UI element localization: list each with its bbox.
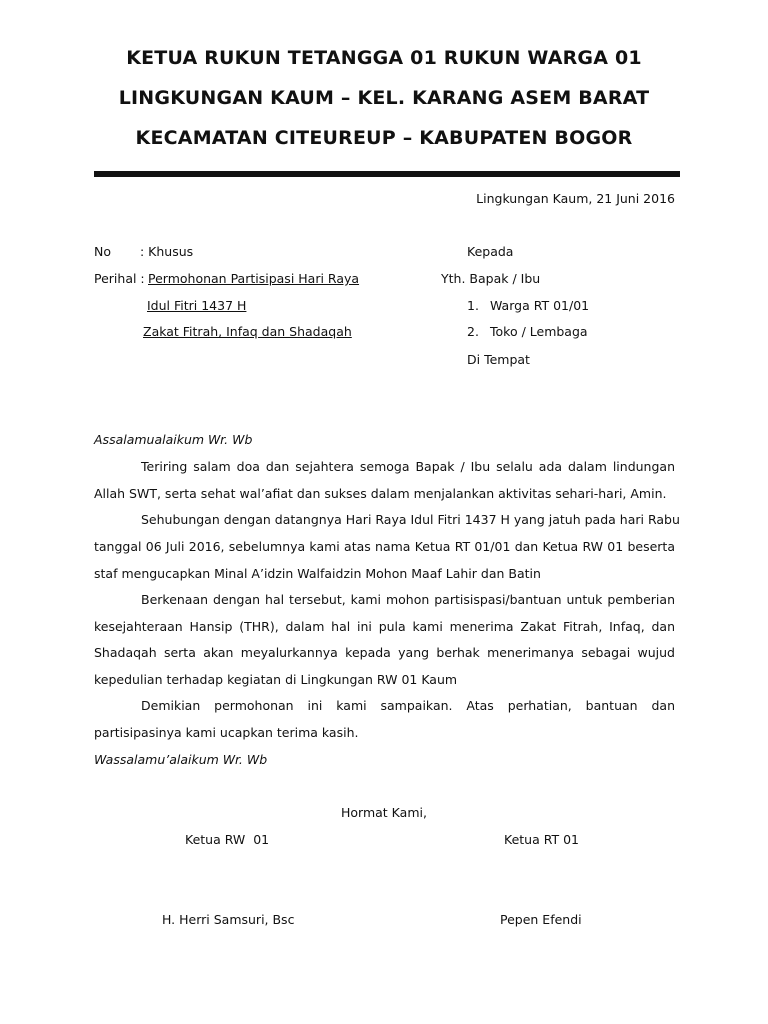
letterhead-line-3: KECAMATAN CITEUREUP – KABUPATEN BOGOR — [135, 127, 633, 149]
recipient-item-1-number: 1. — [467, 298, 479, 313]
recipient-item-2: Toko / Lembaga — [490, 324, 588, 339]
recipient-di-tempat: Di Tempat — [467, 352, 530, 367]
paragraph-2-line-1: Sehubungan dengan datangnya Hari Raya Idul Fitri 1437 H yang jatuh pada hari Rabu — [141, 512, 680, 527]
signature-rw-name: H. Herri Samsuri, Bsc — [162, 912, 295, 927]
perihal-label: Perihal : — [94, 271, 145, 286]
paragraph-3-line-1: Berkenaan dengan hal tersebut, kami mohon partisispasi/bantuan untuk pemberian — [141, 592, 675, 607]
signature-rw-title: Ketua RW 01 — [185, 832, 270, 847]
perihal-line-3: Zakat Fitrah, Infaq dan Shadaqah — [143, 324, 352, 339]
letterhead-line-1: KETUA RUKUN TETANGGA 01 RUKUN WARGA 01 — [126, 47, 642, 69]
perihal-line-2: Idul Fitri 1437 H — [147, 298, 247, 313]
paragraph-3-line-2: kesejahteraan Hansip (THR), dalam hal ini pula kami menerima Zakat Fitrah, Infaq, dan — [94, 619, 675, 634]
paragraph-4-line-2: partisipasinya kami ucapkan terima kasih. — [94, 725, 359, 740]
letterhead-divider — [94, 171, 680, 177]
paragraph-4-line-1: Demikian permohonan ini kami sampaikan. Atas perhatian, bantuan dan — [141, 698, 675, 713]
signature-rt-title: Ketua RT 01 — [504, 832, 580, 847]
greeting-closing: Wassalamu’alaikum Wr. Wb — [94, 752, 268, 767]
recipient-yth: Yth. Bapak / Ibu — [441, 271, 541, 286]
paragraph-1-line-2: Allah SWT, serta sehat wal’afiat dan sukses dalam menjalankan aktivitas sehari-hari, Amin. — [94, 486, 667, 501]
signature-hormat-kami: Hormat Kami, — [341, 805, 427, 820]
paragraph-1-line-1: Teriring salam doa dan sejahtera semoga Bapak / Ibu selalu ada dalam lindungan — [141, 459, 675, 474]
perihal-line-1: Permohonan Partisipasi Hari Raya — [148, 271, 360, 286]
paragraph-3-line-3: Shadaqah serta akan meyalurkannya kepada yang berhak menerimanya sebagai wujud — [94, 645, 675, 660]
greeting-opening: Assalamualaikum Wr. Wb — [94, 432, 253, 447]
paragraph-3-line-4: kepedulian terhadap kegiatan di Lingkungan RW 01 Kaum — [94, 672, 458, 687]
letterhead-line-2: LINGKUNGAN KAUM – KEL. KARANG ASEM BARAT — [118, 87, 650, 109]
signature-rt-name: Pepen Efendi — [500, 912, 582, 927]
letter-date: Lingkungan Kaum, 21 Juni 2016 — [476, 191, 675, 206]
paragraph-2-line-3: staf mengucapkan Minal A’idzin Walfaidzin Mohon Maaf Lahir dan Batin — [94, 566, 541, 581]
no-label: No — [94, 244, 111, 259]
recipient-item-1: Warga RT 01/01 — [490, 298, 590, 313]
recipient-item-2-number: 2. — [467, 324, 479, 339]
no-value: : Khusus — [140, 244, 194, 259]
paragraph-2-line-2: tanggal 06 Juli 2016, sebelumnya kami atas nama Ketua RT 01/01 dan Ketua RW 01 beserta — [94, 539, 675, 554]
recipient-kepada: Kepada — [467, 244, 514, 259]
